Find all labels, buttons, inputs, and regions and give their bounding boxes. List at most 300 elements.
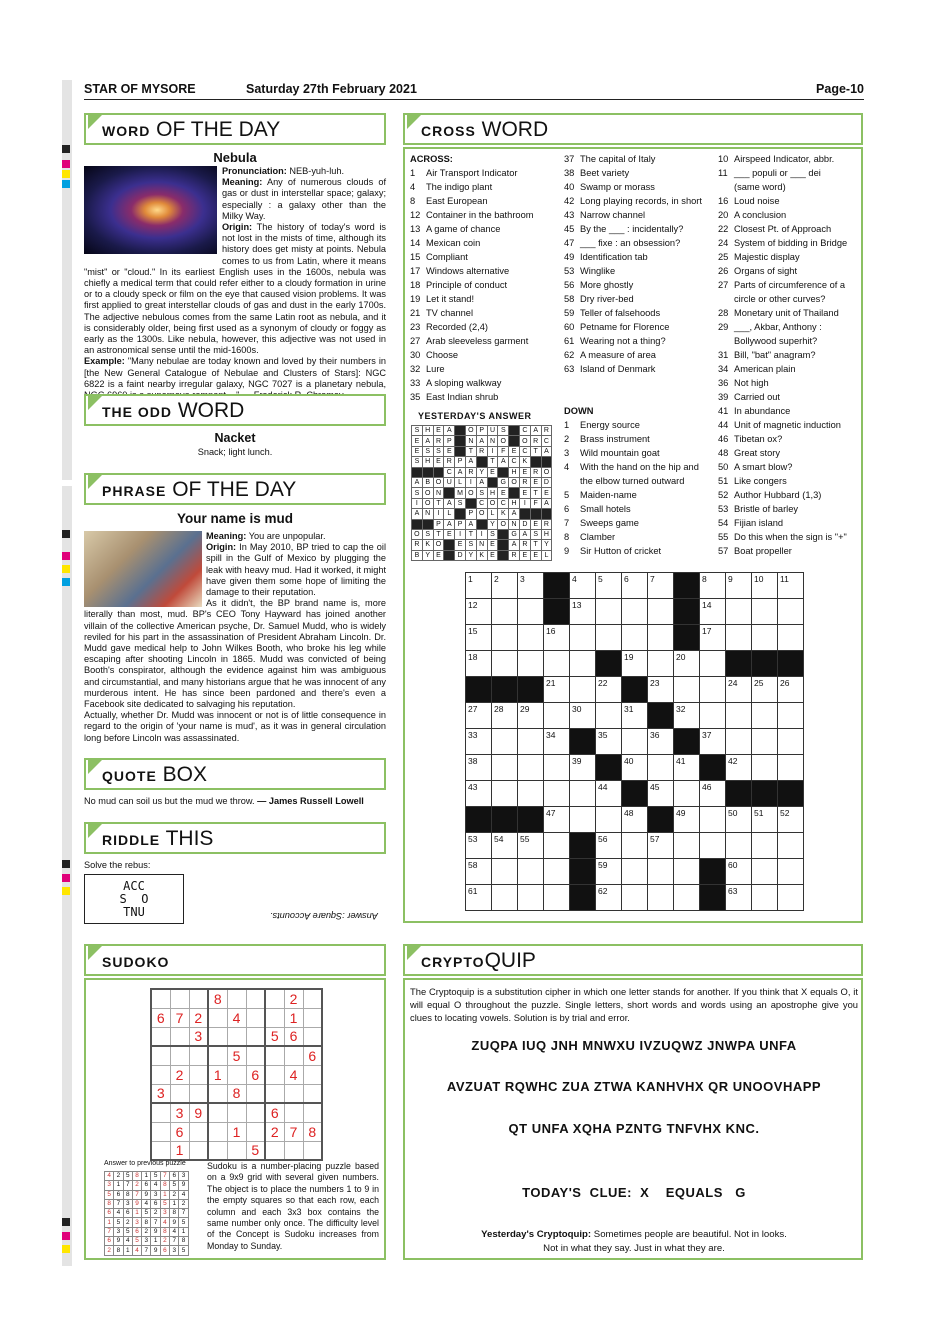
crossword-cell[interactable]: 3 [518, 573, 544, 599]
answer-cell: L [487, 509, 498, 519]
crossword-cell[interactable] [700, 807, 726, 833]
answer-cell: A [422, 436, 433, 446]
crossword-cell[interactable]: 8 [700, 573, 726, 599]
sudoku-cell[interactable]: 2 [265, 1122, 284, 1141]
crossword-cell[interactable]: 46 [700, 781, 726, 807]
crossword-cell[interactable] [518, 625, 544, 651]
crossword-cell[interactable]: 6 [622, 573, 648, 599]
sudoku-cell[interactable] [284, 1046, 303, 1065]
crossword-cell[interactable] [700, 651, 726, 677]
answer-cell: 9 [114, 1237, 123, 1246]
crossword-cell[interactable]: 12 [466, 599, 492, 625]
sudoku-cell[interactable] [227, 1141, 246, 1160]
black-cell [778, 781, 804, 807]
black-cell [674, 599, 700, 625]
sudoku-cell[interactable]: 9 [189, 1103, 208, 1122]
crossword-cell[interactable]: 5 [596, 573, 622, 599]
sudoku-cell[interactable] [208, 1141, 227, 1160]
black-cell [648, 703, 674, 729]
answer-cell: E [433, 457, 444, 467]
crossword-cell[interactable] [622, 599, 648, 625]
sudoku-cell[interactable] [303, 1008, 322, 1027]
crossword-cell[interactable]: 21 [544, 677, 570, 703]
crossword-cell[interactable]: 24 [726, 677, 752, 703]
sudoku-cell[interactable] [265, 1084, 284, 1103]
crossword-cell[interactable] [492, 625, 518, 651]
answer-cell: A [476, 436, 487, 446]
clue-item: 6 Small hotels [564, 504, 631, 514]
crossword-cell[interactable]: 4 [570, 573, 596, 599]
answer-cell: E [433, 550, 444, 560]
answer-cell: 6 [142, 1181, 151, 1190]
crossword-cell[interactable] [492, 729, 518, 755]
answer-cell: 1 [114, 1181, 123, 1190]
crossword-cell[interactable]: 37 [700, 729, 726, 755]
answer-cell: K [476, 550, 487, 560]
crossword-cell[interactable] [752, 833, 778, 859]
answer-cell: 9 [132, 1199, 141, 1208]
crossword-cell[interactable] [518, 755, 544, 781]
crossword-cell[interactable]: 41 [674, 755, 700, 781]
answer-cell: 6 [170, 1172, 179, 1181]
sudoku-cell[interactable] [265, 1046, 284, 1065]
answer-cell [530, 457, 541, 467]
crossword-cell[interactable]: 26 [778, 677, 804, 703]
crossword-cell[interactable] [778, 755, 804, 781]
crossword-cell[interactable]: 44 [596, 781, 622, 807]
crossword-cell[interactable]: 7 [648, 573, 674, 599]
crossword-cell[interactable] [648, 625, 674, 651]
crossword-cell[interactable] [518, 859, 544, 885]
odd-word-header: THE ODD WORD [84, 394, 386, 426]
crossword-cell[interactable]: 9 [726, 573, 752, 599]
crossword-cell[interactable] [778, 729, 804, 755]
sudoku-cell[interactable] [265, 1141, 284, 1160]
sudoku-cell[interactable] [227, 1027, 246, 1046]
crossword-cell[interactable]: 18 [466, 651, 492, 677]
crossword-cell[interactable] [596, 625, 622, 651]
sudoku-cell[interactable] [227, 1065, 246, 1084]
crossword-cell[interactable] [492, 755, 518, 781]
crossword-cell[interactable]: 16 [544, 625, 570, 651]
crossword-cell[interactable] [700, 677, 726, 703]
sudoku-cell[interactable] [303, 1027, 322, 1046]
answer-cell: O [519, 436, 530, 446]
crossword-cell[interactable] [570, 651, 596, 677]
sudoku-cell[interactable] [208, 1103, 227, 1122]
registration-mark [62, 160, 70, 168]
black-cell [544, 573, 570, 599]
crossword-cell[interactable] [492, 859, 518, 885]
sudoku-cell[interactable]: 5 [227, 1046, 246, 1065]
crossword-cell[interactable]: 20 [674, 651, 700, 677]
sudoku-cell[interactable] [265, 1008, 284, 1027]
sudoku-cell[interactable]: 8 [208, 989, 227, 1008]
answer-cell: 5 [160, 1199, 169, 1208]
crossword-cell[interactable] [752, 885, 778, 911]
sudoku-cell[interactable]: 4 [227, 1008, 246, 1027]
crossword-cell[interactable]: 38 [466, 755, 492, 781]
crossword-cell[interactable] [492, 599, 518, 625]
crossword-cell[interactable]: 50 [726, 807, 752, 833]
crossword-cell[interactable]: 40 [622, 755, 648, 781]
crossword-cell[interactable] [570, 625, 596, 651]
answer-cell: A [519, 529, 530, 539]
sudoku-cell[interactable] [151, 1103, 170, 1122]
crossword-cell[interactable]: 17 [700, 625, 726, 651]
crossword-cell[interactable] [492, 651, 518, 677]
crossword-cell[interactable]: 52 [778, 807, 804, 833]
answer-cell: H [422, 457, 433, 467]
crossword-cell[interactable]: 54 [492, 833, 518, 859]
sudoku-cell[interactable] [189, 1141, 208, 1160]
crossword-cell[interactable]: 23 [648, 677, 674, 703]
sudoku-cell[interactable]: 2 [284, 989, 303, 1008]
sudoku-cell[interactable]: 3 [151, 1084, 170, 1103]
answer-cell: O [422, 488, 433, 498]
black-cell [752, 651, 778, 677]
cryptoquip-header: CRYPTOQUIP [403, 944, 863, 976]
crossword-cell[interactable] [596, 807, 622, 833]
sudoku-cell[interactable] [151, 1141, 170, 1160]
crossword-cell[interactable]: 13 [570, 599, 596, 625]
sudoku-cell[interactable]: 1 [227, 1122, 246, 1141]
crossword-cell[interactable]: 51 [752, 807, 778, 833]
sudoku-cell[interactable]: 8 [227, 1084, 246, 1103]
crossword-cell[interactable] [544, 703, 570, 729]
sudoku-cell[interactable]: 2 [189, 1008, 208, 1027]
crossword-cell[interactable] [544, 885, 570, 911]
crossword-cell[interactable]: 25 [752, 677, 778, 703]
answer-cell: P [433, 519, 444, 529]
crossword-cell[interactable] [518, 729, 544, 755]
answer-cell: H [487, 488, 498, 498]
crossword-cell[interactable] [518, 651, 544, 677]
answer-cell: 6 [123, 1209, 132, 1218]
sudoku-cell[interactable] [246, 1103, 265, 1122]
clue-item: 58 Dry river-bed [564, 294, 634, 304]
crossword-cell[interactable]: 61 [466, 885, 492, 911]
crossword-cell[interactable] [622, 729, 648, 755]
crossword-cell[interactable] [674, 859, 700, 885]
answer-cell: G [498, 477, 509, 487]
answer-cell: L [541, 550, 552, 560]
crossword-cell[interactable] [778, 703, 804, 729]
sudoku-cell[interactable]: 5 [246, 1141, 265, 1160]
answer-cell: 5 [179, 1218, 188, 1227]
crossword-cell[interactable]: 30 [570, 703, 596, 729]
crossword-cell[interactable] [778, 833, 804, 859]
answer-cell: H [541, 529, 552, 539]
crossword-cell[interactable] [752, 625, 778, 651]
crossword-cell[interactable] [622, 833, 648, 859]
crossword-cell[interactable]: 48 [622, 807, 648, 833]
crossword-cell[interactable] [778, 885, 804, 911]
sudoku-cell[interactable] [189, 1084, 208, 1103]
crossword-cell[interactable]: 14 [700, 599, 726, 625]
sudoku-cell[interactable]: 7 [170, 1008, 189, 1027]
crossword-cell[interactable]: 33 [466, 729, 492, 755]
sudoku-cell[interactable]: 6 [284, 1027, 303, 1046]
sudoku-cell[interactable] [246, 989, 265, 1008]
crossword-cell[interactable]: 31 [622, 703, 648, 729]
crossword-cell[interactable]: 22 [596, 677, 622, 703]
crossword-cell[interactable] [674, 781, 700, 807]
clue-item: 8 East European [410, 196, 488, 206]
crossword-cell[interactable]: 34 [544, 729, 570, 755]
crossword-cell[interactable]: 28 [492, 703, 518, 729]
crossword-cell[interactable]: 11 [778, 573, 804, 599]
answer-cell: 3 [132, 1218, 141, 1227]
sudoku-cell[interactable]: 6 [170, 1122, 189, 1141]
crossword-cell[interactable] [648, 599, 674, 625]
sudoku-cell[interactable] [265, 989, 284, 1008]
sudoku-cell[interactable] [189, 1046, 208, 1065]
sudoku-cell[interactable]: 2 [170, 1065, 189, 1084]
sudoku-cell[interactable] [208, 1027, 227, 1046]
sudoku-cell[interactable]: 1 [284, 1008, 303, 1027]
answer-cell: A [455, 467, 466, 477]
crossword-cell[interactable] [622, 625, 648, 651]
crossword-cell[interactable]: 53 [466, 833, 492, 859]
crossword-cell[interactable] [726, 833, 752, 859]
crossword-cell[interactable]: 27 [466, 703, 492, 729]
crossword-cell[interactable] [544, 651, 570, 677]
crossword-cell[interactable] [648, 885, 674, 911]
answer-cell: S [433, 446, 444, 456]
crossword-cell[interactable] [700, 833, 726, 859]
sudoku-cell[interactable] [208, 1084, 227, 1103]
crossword-cell[interactable]: 56 [596, 833, 622, 859]
crossword-cell[interactable]: 57 [648, 833, 674, 859]
answer-cell [541, 457, 552, 467]
crossword-cell[interactable] [492, 885, 518, 911]
sudoku-cell[interactable] [151, 1065, 170, 1084]
sudoku-cell[interactable]: 6 [151, 1008, 170, 1027]
crossword-cell[interactable]: 47 [544, 807, 570, 833]
crossword-cell[interactable] [596, 703, 622, 729]
answer-cell: 1 [123, 1246, 132, 1255]
sudoku-cell[interactable] [265, 1065, 284, 1084]
crossword-cell[interactable] [726, 729, 752, 755]
answer-cell: A [509, 509, 520, 519]
sudoku-cell[interactable] [246, 1027, 265, 1046]
crossword-cell[interactable] [622, 859, 648, 885]
sudoku-cell[interactable] [151, 1122, 170, 1141]
crossword-cell[interactable] [518, 781, 544, 807]
clue-item: 26 Organs of sight [718, 266, 798, 276]
crossword-cell[interactable] [648, 651, 674, 677]
answer-cell: 6 [105, 1209, 114, 1218]
crossword-cell[interactable]: 35 [596, 729, 622, 755]
sudoku-cell[interactable] [208, 1122, 227, 1141]
answer-cell: T [530, 540, 541, 550]
answer-cell: L [444, 509, 455, 519]
clue-item: 27 Arab sleeveless garment [410, 336, 529, 346]
sudoku-cell[interactable] [303, 1141, 322, 1160]
sudoku-cell[interactable]: 3 [170, 1103, 189, 1122]
sudoku-cell[interactable] [303, 1084, 322, 1103]
crossword-cell[interactable] [778, 625, 804, 651]
crossword-cell[interactable]: 62 [596, 885, 622, 911]
sudoku-cell[interactable] [170, 1027, 189, 1046]
sudoku-cell[interactable] [208, 1008, 227, 1027]
answer-cell: S [530, 529, 541, 539]
answer-cell: E [433, 426, 444, 436]
clue-item: 39 Carried out [718, 392, 780, 402]
crossword-cell[interactable]: 39 [570, 755, 596, 781]
sudoku-cell[interactable] [303, 1065, 322, 1084]
clue-item: 1 Air Transport Indicator [410, 168, 518, 178]
clue-item: 54 Fijian island [718, 518, 784, 528]
sudoku-cell[interactable] [170, 989, 189, 1008]
answer-cell: 8 [160, 1227, 169, 1236]
sudoku-answer-label: Answer to previous puzzle [104, 1160, 186, 1167]
sudoku-cell[interactable] [189, 989, 208, 1008]
sudoku-cell[interactable] [303, 989, 322, 1008]
sudoku-cell[interactable] [151, 1046, 170, 1065]
registration-mark [62, 1232, 70, 1240]
crossword-cell[interactable] [570, 807, 596, 833]
answer-cell: T [433, 529, 444, 539]
crossword-cell[interactable] [570, 781, 596, 807]
sudoku-cell[interactable]: 1 [208, 1065, 227, 1084]
crossword-cell[interactable] [726, 703, 752, 729]
crossword-cell[interactable] [648, 859, 674, 885]
sudoku-cell[interactable]: 3 [189, 1027, 208, 1046]
sudoku-answer-grid [104, 1171, 189, 1256]
answer-cell [498, 540, 509, 550]
sudoku-cell[interactable]: 1 [170, 1141, 189, 1160]
crossword-cell[interactable]: 29 [518, 703, 544, 729]
crossword-cell[interactable]: 19 [622, 651, 648, 677]
crossword-cell[interactable] [674, 833, 700, 859]
crossword-cell[interactable] [518, 885, 544, 911]
crossword-cell[interactable]: 43 [466, 781, 492, 807]
crossword-cell[interactable]: 55 [518, 833, 544, 859]
answer-cell: R [541, 519, 552, 529]
crossword-cell[interactable]: 32 [674, 703, 700, 729]
answer-cell: O [498, 519, 509, 529]
sudoku-cell[interactable]: 4 [284, 1065, 303, 1084]
sudoku-cell[interactable] [284, 1084, 303, 1103]
sudoku-cell[interactable] [208, 1046, 227, 1065]
clue-item: 61 Wearing not a thing? [564, 336, 666, 346]
crossword-cell[interactable]: 1 [466, 573, 492, 599]
answer-cell: 6 [160, 1246, 169, 1255]
sudoku-cell[interactable] [246, 1084, 265, 1103]
clue-item: 55 Do this when the sign is "+" [718, 532, 847, 542]
crossword-cell[interactable] [778, 599, 804, 625]
crossword-cell[interactable]: 63 [726, 885, 752, 911]
sudoku-cell[interactable] [170, 1084, 189, 1103]
sudoku-cell[interactable]: 5 [265, 1027, 284, 1046]
crossword-cell[interactable] [544, 859, 570, 885]
answer-cell: C [519, 426, 530, 436]
registration-mark [62, 180, 70, 188]
crossword-cell[interactable] [544, 755, 570, 781]
crossword-cell[interactable] [752, 755, 778, 781]
clue-item: 46 Tibetan ox? [718, 434, 783, 444]
crossword-cell[interactable] [752, 859, 778, 885]
answer-cell: Y [476, 467, 487, 477]
crossword-cell[interactable] [492, 781, 518, 807]
crossword-cell[interactable]: 10 [752, 573, 778, 599]
crossword-cell[interactable] [752, 703, 778, 729]
crossword-cell[interactable] [752, 729, 778, 755]
crossword-cell[interactable]: 58 [466, 859, 492, 885]
sudoku-cell[interactable]: 6 [246, 1065, 265, 1084]
crossword-cell[interactable] [700, 703, 726, 729]
answer-cell: 1 [170, 1199, 179, 1208]
clue-item: 40 Swamp or morass [564, 182, 655, 192]
crossword-cell[interactable] [674, 885, 700, 911]
crossword-cell[interactable] [622, 885, 648, 911]
crossword-cell[interactable]: 59 [596, 859, 622, 885]
sudoku-cell[interactable] [189, 1065, 208, 1084]
sudoku-cell[interactable] [303, 1103, 322, 1122]
sudoku-cell[interactable] [151, 989, 170, 1008]
crossword-cell[interactable]: 60 [726, 859, 752, 885]
crossword-cell[interactable]: 36 [648, 729, 674, 755]
sudoku-cell[interactable] [246, 1008, 265, 1027]
registration-mark [62, 565, 70, 573]
sudoku-cell[interactable] [284, 1141, 303, 1160]
crossword-cell[interactable] [544, 833, 570, 859]
answer-cell: 4 [142, 1199, 151, 1208]
sudoku-cell[interactable]: 6 [303, 1046, 322, 1065]
crossword-cell[interactable]: 49 [674, 807, 700, 833]
crossword-cell[interactable] [726, 625, 752, 651]
crossword-cell[interactable]: 45 [648, 781, 674, 807]
crossword-cell[interactable] [674, 677, 700, 703]
crossword-cell[interactable]: 15 [466, 625, 492, 651]
clue-item: Bollywood superhit? [734, 336, 818, 346]
clue-item: 18 Principle of conduct [410, 280, 508, 290]
crossword-cell[interactable] [778, 859, 804, 885]
sudoku-cell[interactable]: 6 [265, 1103, 284, 1122]
page-header [84, 80, 864, 100]
answer-cell: 2 [132, 1181, 141, 1190]
sudoku-cell[interactable] [246, 1122, 265, 1141]
answer-cell: I [412, 498, 423, 508]
answer-cell: E [519, 467, 530, 477]
crossword-cell[interactable] [752, 599, 778, 625]
crossword-cell[interactable]: 2 [492, 573, 518, 599]
sudoku-cell[interactable]: 8 [303, 1122, 322, 1141]
crossword-cell[interactable] [570, 677, 596, 703]
answer-cell: E [455, 540, 466, 550]
answer-cell: E [519, 488, 530, 498]
sudoku-cell[interactable] [151, 1027, 170, 1046]
answer-cell [412, 519, 423, 529]
crossword-cell[interactable] [596, 599, 622, 625]
crossword-cell[interactable]: 42 [726, 755, 752, 781]
crossword-cell[interactable] [544, 781, 570, 807]
crossword-cell[interactable] [726, 599, 752, 625]
sudoku-cell[interactable] [284, 1103, 303, 1122]
answer-cell: E [487, 467, 498, 477]
sudoku-cell[interactable]: 7 [284, 1122, 303, 1141]
sudoku-cell[interactable] [189, 1122, 208, 1141]
sudoku-cell[interactable] [246, 1046, 265, 1065]
crossword-cell[interactable] [648, 755, 674, 781]
crossword-cell[interactable] [518, 599, 544, 625]
sudoku-cell[interactable] [227, 1103, 246, 1122]
answer-cell: I [433, 509, 444, 519]
sudoku-cell[interactable] [227, 989, 246, 1008]
sudoku-cell[interactable] [170, 1046, 189, 1065]
